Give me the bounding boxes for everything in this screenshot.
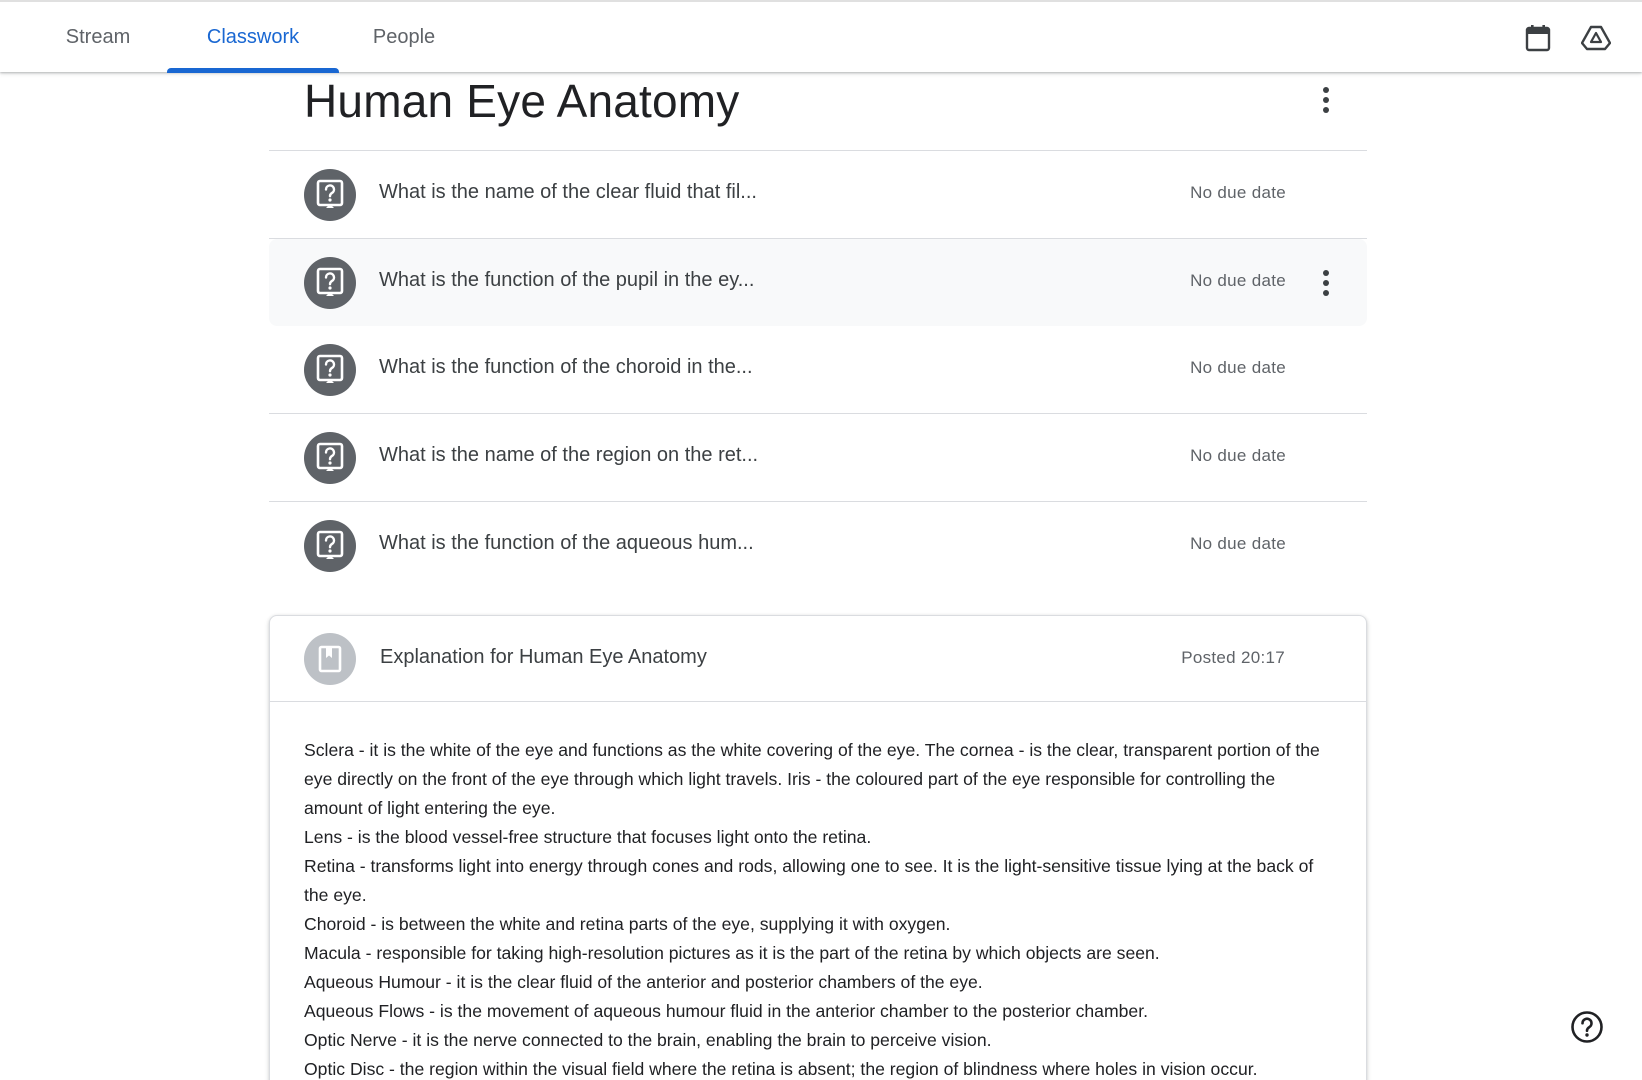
- material-card: [269, 615, 1367, 1080]
- item-title: What is the name of the clear fluid that fil...: [379, 181, 757, 203]
- active-tab-indicator: [167, 68, 339, 73]
- tab-people[interactable]: [356, 2, 452, 72]
- material-card-header[interactable]: [270, 616, 1366, 702]
- question-icon: [304, 432, 356, 484]
- help-icon[interactable]: [1570, 1010, 1604, 1044]
- top-nav-bar: [0, 0, 1642, 72]
- item-title: What is the function of the pupil in the ey...: [379, 269, 755, 291]
- calendar-icon[interactable]: [1520, 20, 1556, 56]
- classwork-item[interactable]: [269, 414, 1367, 502]
- topic-header: [269, 72, 1367, 151]
- description-paragraph: Retina - transforms light into energy through cones and rods, allowing one to see. It is the light-sensitive tissue lying at the back of the eye.: [304, 856, 1314, 905]
- item-due-date: No due date: [1190, 271, 1286, 290]
- classwork-item[interactable]: [269, 239, 1367, 326]
- classwork-item[interactable]: [269, 151, 1367, 239]
- item-title: What is the function of the aqueous hum...: [379, 532, 754, 554]
- item-title: What is the function of the choroid in the...: [379, 356, 753, 378]
- tab-stream-label: Stream: [65, 25, 131, 48]
- material-title: Explanation for Human Eye Anatomy: [380, 646, 707, 668]
- description-paragraph: Lens - is the blood vessel-free structure that focuses light onto the retina.: [304, 827, 872, 847]
- item-more-options-icon[interactable]: [1314, 267, 1338, 299]
- classwork-item[interactable]: [269, 326, 1367, 414]
- classwork-item[interactable]: [269, 502, 1367, 590]
- item-due-date: No due date: [1190, 358, 1286, 377]
- material-book-icon: [304, 633, 356, 685]
- classwork-topic-section: [269, 72, 1367, 590]
- topic-title: Human Eye Anatomy: [304, 75, 740, 127]
- item-due-date: No due date: [1190, 446, 1286, 465]
- item-title: What is the name of the region on the ret...: [379, 444, 759, 466]
- description-paragraph: Aqueous Humour - it is the clear fluid of the anterior and posterior chambers of the eye.: [304, 972, 983, 992]
- material-description: [270, 702, 1366, 1080]
- topic-more-options-icon[interactable]: [1314, 84, 1338, 116]
- tab-people-label: People: [372, 25, 436, 48]
- item-due-date: No due date: [1190, 183, 1286, 202]
- description-paragraph: Macula - responsible for taking high-resolution pictures as it is the part of the retina by which objects are seen.: [304, 943, 1160, 963]
- tab-classwork[interactable]: [167, 2, 339, 72]
- description-paragraph: Optic Nerve - it is the nerve connected to the brain, enabling the brain to perceive vision.: [304, 1030, 992, 1050]
- question-icon: [304, 169, 356, 221]
- item-due-date: No due date: [1190, 534, 1286, 553]
- material-posted-time: Posted 20:17: [1181, 648, 1285, 667]
- question-icon: [304, 344, 356, 396]
- google-drive-icon[interactable]: [1578, 20, 1614, 56]
- description-paragraph: Optic Disc - the region within the visual field where the retina is absent; the region of blindness where holes in vision occur.: [304, 1059, 1258, 1079]
- description-paragraph: Sclera - it is the white of the eye and functions as the white covering of the eye. The cornea - is the clear, transparent portion of the eye directly on the front of the eye through which light travels. Iris - the coloured part of the eye responsible for controlling the amount of light entering the eye.: [304, 740, 1320, 818]
- tab-classwork-label: Classwork: [206, 25, 300, 48]
- description-paragraph: Choroid - is between the white and retina parts of the eye, supplying it with oxygen.: [304, 914, 951, 934]
- description-paragraph: Aqueous Flows - is the movement of aqueous humour fluid in the anterior chamber to the posterior chamber.: [304, 1001, 1148, 1021]
- question-icon: [304, 257, 356, 309]
- tab-stream[interactable]: [50, 2, 146, 72]
- question-icon: [304, 520, 356, 572]
